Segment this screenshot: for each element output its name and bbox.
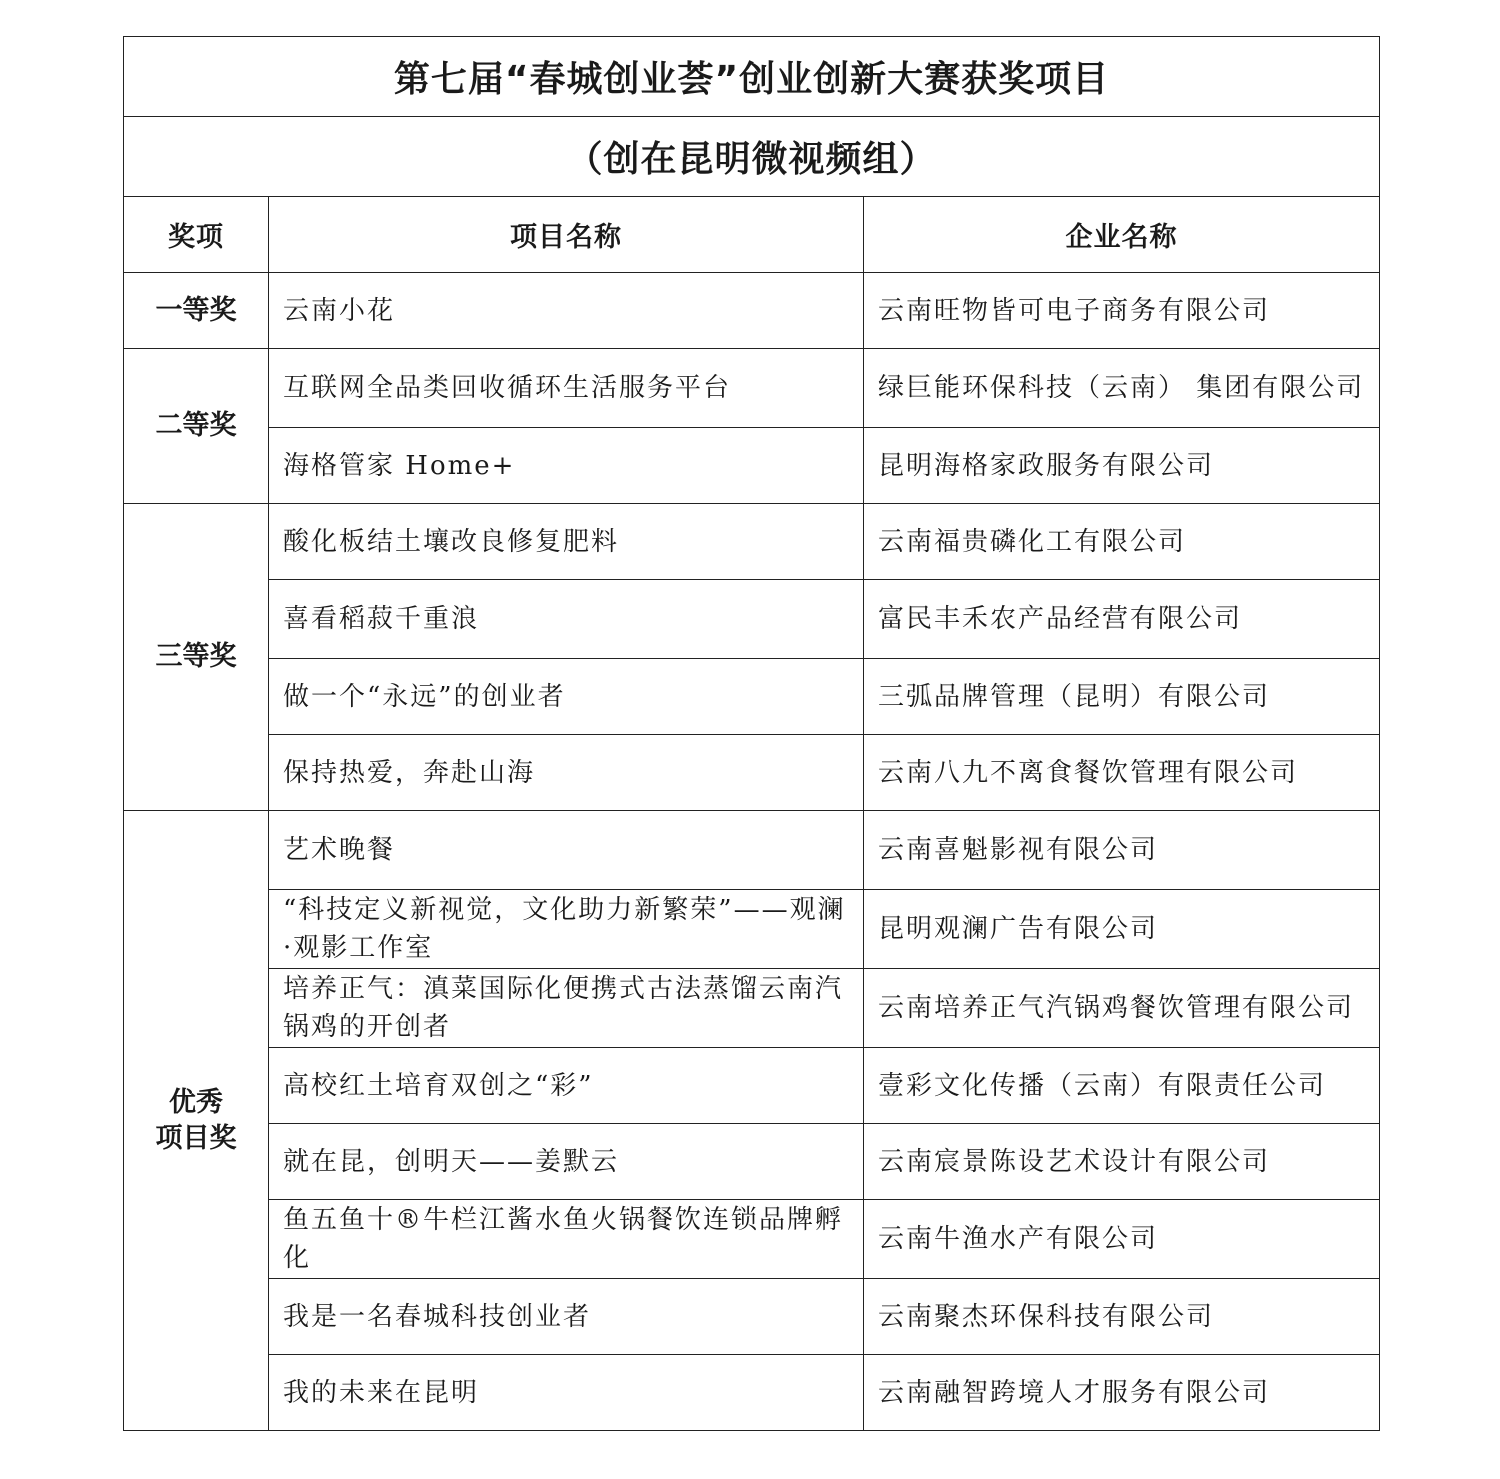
company-name: 云南福贵磷化工有限公司 (864, 504, 1380, 580)
table-row (124, 1279, 1380, 1355)
company-name: 云南聚杰环保科技有限公司 (864, 1279, 1380, 1355)
table-row (124, 1124, 1380, 1200)
award-excellent-line1: 优秀 (169, 1086, 223, 1118)
header-award: 奖项 (124, 197, 269, 273)
company-name: 云南八九不离食餐饮管理有限公司 (864, 735, 1380, 811)
company-name: 云南宸景陈设艺术设计有限公司 (864, 1124, 1380, 1200)
award-excellent (124, 811, 269, 1431)
company-name: 云南牛渔水产有限公司 (864, 1200, 1380, 1279)
project-name: 就在昆，创明天——姜默云 (269, 1124, 864, 1200)
company-name: 昆明观澜广告有限公司 (864, 890, 1380, 969)
company-name: 绿巨能环保科技（云南） 集团有限公司 (864, 349, 1380, 428)
header-row (124, 197, 1380, 273)
company-name: 昆明海格家政服务有限公司 (864, 428, 1380, 504)
header-project: 项目名称 (269, 197, 864, 273)
table-row (124, 1048, 1380, 1124)
header-company: 企业名称 (864, 197, 1380, 273)
award-third: 三等奖 (124, 504, 269, 811)
table-row (124, 969, 1380, 1048)
company-name: 云南喜魁影视有限公司 (864, 811, 1380, 890)
table-row (124, 349, 1380, 428)
table-row (124, 659, 1380, 735)
award-excellent-line2: 项目奖 (155, 1122, 237, 1154)
company-name: 壹彩文化传播（云南）有限责任公司 (864, 1048, 1380, 1124)
table-row (124, 504, 1380, 580)
project-name: 喜看稻菽千重浪 (269, 580, 864, 659)
table-row (124, 890, 1380, 969)
project-name: 酸化板结土壤改良修复肥料 (269, 504, 864, 580)
table-row (124, 580, 1380, 659)
table-row (124, 1355, 1380, 1431)
project-name: “科技定义新视觉，文化助力新繁荣”——观澜·观影工作室 (269, 890, 864, 969)
company-name: 富民丰禾农产品经营有限公司 (864, 580, 1380, 659)
project-name: 我的未来在昆明 (269, 1355, 864, 1431)
company-name: 三弧品牌管理（昆明）有限公司 (864, 659, 1380, 735)
project-name: 我是一名春城科技创业者 (269, 1279, 864, 1355)
project-name: 做一个“永远”的创业者 (269, 659, 864, 735)
project-name: 培养正气：滇菜国际化便携式古法蒸馏云南汽锅鸡的开创者 (269, 969, 864, 1048)
project-name: 海格管家 Home+ (269, 428, 864, 504)
subtitle-row (124, 117, 1380, 197)
company-name: 云南培养正气汽锅鸡餐饮管理有限公司 (864, 969, 1380, 1048)
table-row (124, 273, 1380, 349)
table-row (124, 811, 1380, 890)
project-name: 保持热爱，奔赴山海 (269, 735, 864, 811)
table-row (124, 428, 1380, 504)
title-row (124, 37, 1380, 117)
table-subtitle: （创在昆明微视频组） (124, 117, 1380, 197)
table-row (124, 735, 1380, 811)
project-name: 艺术晚餐 (269, 811, 864, 890)
project-name: 云南小花 (269, 273, 864, 349)
award-first: 一等奖 (124, 273, 269, 349)
project-name: 鱼五鱼十®牛栏江酱水鱼火锅餐饮连锁品牌孵化 (269, 1200, 864, 1279)
table-title: 第七届“春城创业荟”创业创新大赛获奖项目 (124, 37, 1380, 117)
project-name: 高校红土培育双创之“彩” (269, 1048, 864, 1124)
company-name: 云南旺物皆可电子商务有限公司 (864, 273, 1380, 349)
award-table (123, 36, 1380, 1431)
company-name: 云南融智跨境人才服务有限公司 (864, 1355, 1380, 1431)
table-row (124, 1200, 1380, 1279)
project-name: 互联网全品类回收循环生活服务平台 (269, 349, 864, 428)
award-second: 二等奖 (124, 349, 269, 504)
